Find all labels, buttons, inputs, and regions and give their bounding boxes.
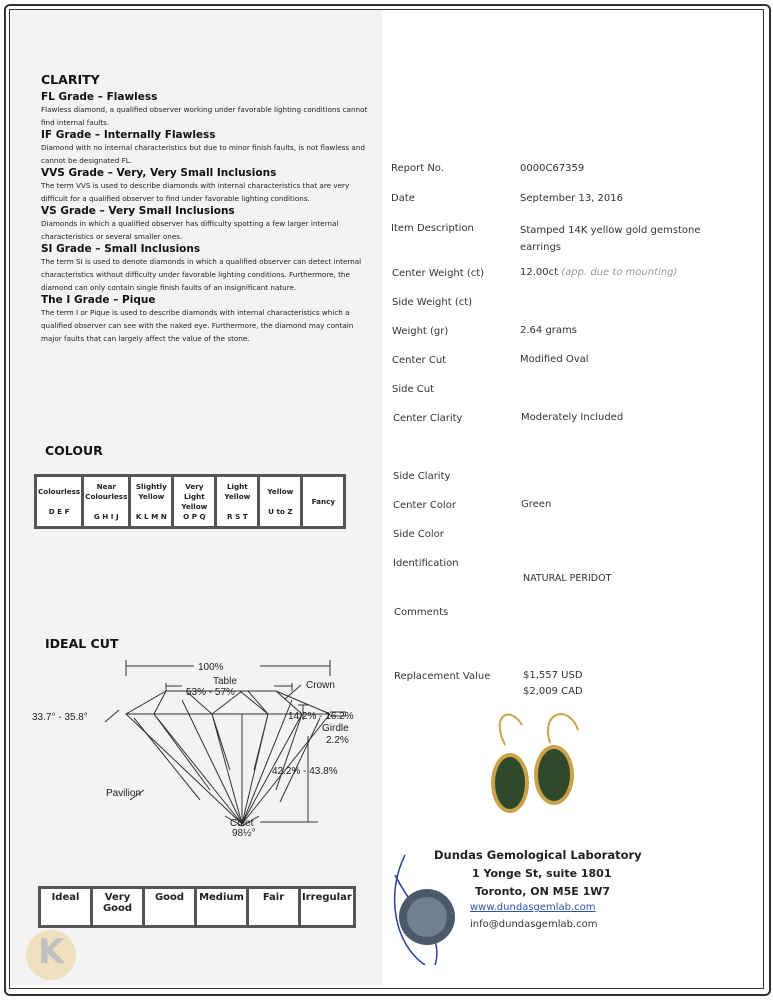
colour-cell: Light Yellow R S T [217,477,257,526]
field-label: Side Cut [392,384,435,395]
field-label: Center Color [393,500,456,511]
field-label: Identification [393,558,459,569]
culet-value: 98½° [232,828,256,839]
grade-text: Diamonds in which a qualified observer has difficulty spotting a few larger internal characteristics or several smaller ones. [41,219,339,241]
colour-heading: COLOUR [45,443,103,458]
field-label: Item Description [391,223,474,234]
center-clarity-value: Moderately Included [521,412,624,423]
table-label: Table [213,676,237,687]
grade [41,129,371,167]
girdle-value: 2.2% [326,735,349,746]
grade [41,294,371,345]
lab-name: Dundas Gemological Laboratory [434,848,642,862]
grade-title: IF Grade – Internally Flawless [41,129,216,141]
grade-title: VVS Grade – Very, Very Small Inclusions [41,167,277,179]
cut-cell: Ideal [41,889,90,925]
signature-and-hologram-seal [385,855,465,965]
field-label: Center Clarity [393,413,463,424]
girdle-label: Girdle [322,723,349,734]
field-label: Side Color [393,529,444,540]
kastner-watermark-logo: K [18,930,118,990]
center-color-value: Green [521,499,552,510]
center-cut-value: Modified Oval [520,354,589,365]
table-value: 53% - 57% [186,687,235,698]
crown-height: 14.2% - 16.2% [288,711,354,722]
culet-label: Culet [230,818,254,829]
grade [41,167,371,205]
identification-value: NATURAL PERIDOT [523,573,612,584]
lab-address-line1: 1 Yonge St, suite 1801 [472,867,612,880]
pavilion-depth: 42.2% - 43.8% [272,766,338,777]
field-label: Center Cut [392,355,447,366]
grade-title: FL Grade – Flawless [41,91,158,103]
item-description-value: Stamped 14K yellow gold gemstone earrings [520,225,701,253]
grade-text: The term VVS is used to describe diamonds with internal characteristics that are very difficult for a qualified observer to find under favorable lighting conditions. [41,181,350,203]
clarity-grades [41,91,371,345]
cut-cell: Fair [249,889,298,925]
field-label: Comments [394,607,449,618]
report-number-value: 0000C67359 [520,163,585,174]
grade-text: Diamond with no internal characteristics but due to minor finish faults, is not flawless and cannot be designated FL. [41,143,365,165]
grade-title: VS Grade – Very Small Inclusions [41,205,235,217]
crown-angle: 33.7° - 35.8° [32,712,88,723]
grade-title: The I Grade – Pique [41,294,156,306]
field-label: Side Clarity [393,471,451,482]
lab-address-line2: Toronto, ON M5E 1W7 [475,885,611,898]
cut-cell: Medium [197,889,246,925]
grade [41,91,371,129]
colour-cell: Very Light Yellow O P Q [174,477,214,526]
colour-cell: Colourless D E F [37,477,81,526]
field-label: Replacement Value [394,671,491,682]
lab-website-link[interactable]: www.dundasgemlab.com [470,902,596,913]
colour-cell: Slightly Yellow K L M N [131,477,171,526]
cut-grade-table [38,886,356,928]
weight-value: 2.64 grams [520,325,577,336]
field-label: Center Weight (ct) [392,268,485,279]
lab-email[interactable]: info@dundasgemlab.com [470,919,598,930]
earrings-photo [470,705,610,825]
colour-cell: Yellow U to Z [260,477,300,526]
crown-label: Crown [306,680,335,691]
colour-cell: Near Colourless G H I J [84,477,128,526]
replacement-value-usd: $1,557 USD [523,670,583,681]
replacement-value-cad: $2,009 CAD [523,686,583,697]
grade-title: SI Grade – Small Inclusions [41,243,201,255]
ideal-cut-heading: IDEAL CUT [45,636,119,651]
grade-text: Flawless diamond, a qualified observer working under favorable lighting conditions cannot find internal faults. [41,105,368,127]
grade-text: The term I or Pique is used to describe diamonds with internal characteristics which a qualified observer can see with the naked eye. Furthermore, the diamond may contain major faults that can largely affect the value of the stone. [41,308,354,343]
center-weight-note: (app. due to mounting) [561,267,678,278]
clarity-heading: CLARITY [41,72,100,87]
diamond-cut-diagram [30,650,370,850]
field-label: Date [391,193,415,204]
cut-cell: Good [145,889,194,925]
grade [41,205,371,243]
colour-cell: Fancy [303,477,343,526]
diameter-label: 100% [198,662,224,673]
pavilion-label: Pavilion [106,788,142,799]
grade [41,243,371,294]
field-label: Side Weight (ct) [392,297,473,308]
cut-cell: Irregular [301,889,353,925]
colour-scale-table [34,474,346,529]
field-label: Report No. [391,163,444,174]
cut-cell: Very Good [93,889,142,925]
field-label: Weight (gr) [392,326,449,337]
grade-text: The term SI is used to denote diamonds in which a qualified observer can detect internal characteristics without difficulty under favorable lighting conditions. Furthermore, the diamond can only contain single finish faults of an insignificant nature. [41,257,362,292]
center-weight-value: 12.00ct [520,267,559,278]
date-value: September 13, 2016 [520,193,623,204]
